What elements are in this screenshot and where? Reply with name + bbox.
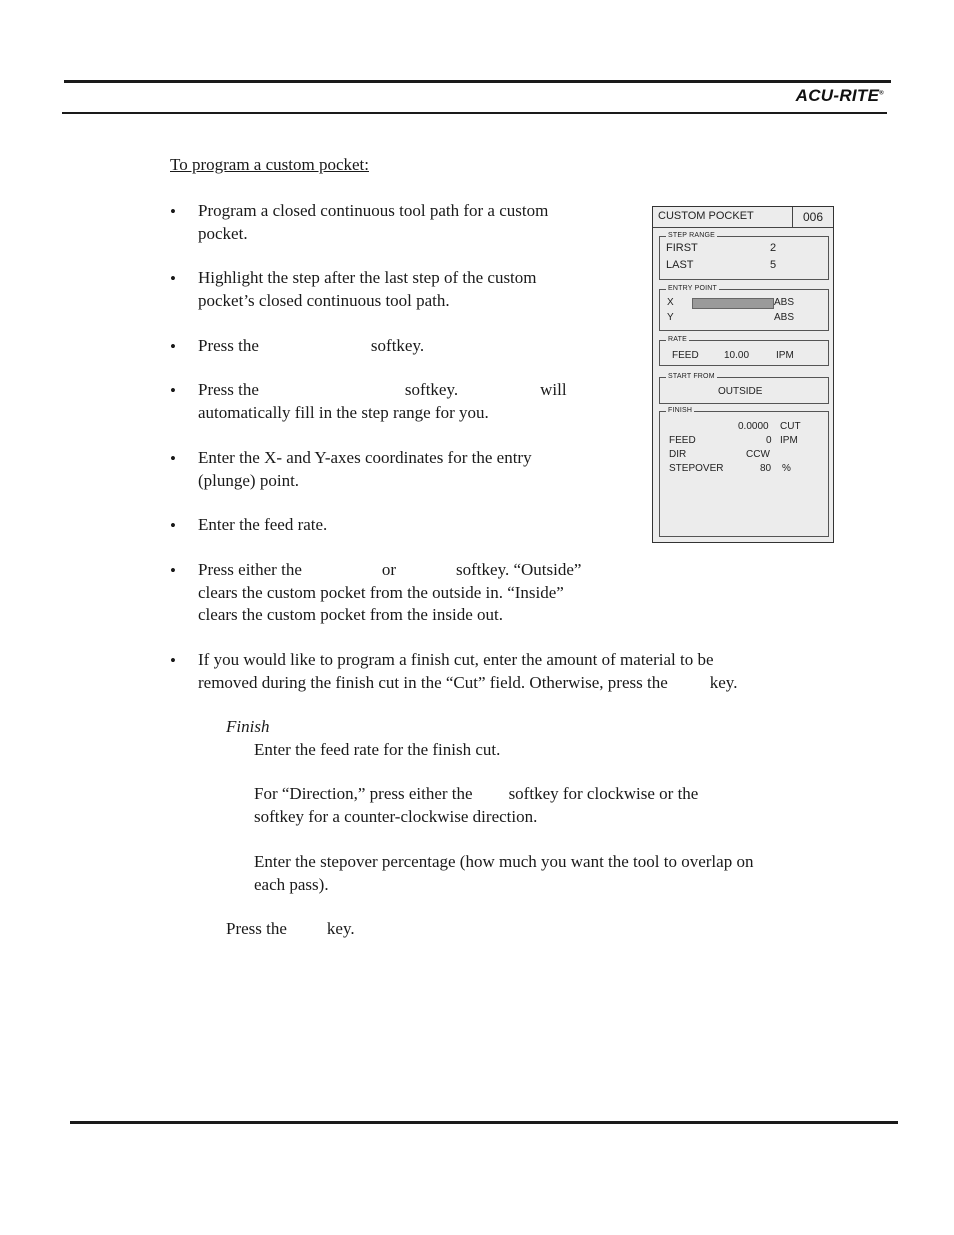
- bottom-rule: [70, 1121, 898, 1124]
- step-range-group: [659, 232, 829, 280]
- start-from-label: START FROM: [668, 373, 715, 380]
- bullet-8: If you would like to program a finish cut, enter the amount of material to be removed during the finish cut in the “Cut” field. Otherwise, press the key.: [198, 650, 738, 692]
- bullet-5: Enter the X- and Y-axes coordinates for the entry (plunge) point.: [198, 448, 532, 490]
- start-from-value[interactable]: OUTSIDE: [718, 386, 763, 397]
- bullet-1-marker: •: [170, 202, 176, 221]
- finish-cut-label: CUT: [780, 421, 801, 432]
- screen-title: CUSTOM POCKET: [658, 210, 754, 222]
- finish-stepover-value[interactable]: 80: [760, 463, 772, 474]
- finish-feed-value[interactable]: 0: [766, 435, 772, 446]
- custom-pocket-screen: [652, 206, 834, 543]
- last-label: LAST: [666, 259, 694, 271]
- bullet-3-marker: •: [170, 337, 176, 356]
- entry-point-label: ENTRY POINT: [668, 285, 718, 292]
- entry-point-group: [659, 285, 829, 331]
- finish-dir-label: DIR: [669, 449, 687, 460]
- bullet-6-marker: •: [170, 516, 176, 535]
- first-value[interactable]: 2: [770, 242, 777, 254]
- finish-label: FINISH: [668, 407, 693, 414]
- finish-feed-unit: IPM: [780, 435, 798, 446]
- finish-step-feed: Enter the feed rate for the finish cut.: [254, 740, 501, 759]
- rate-unit: IPM: [776, 350, 794, 361]
- first-label: FIRST: [666, 242, 698, 254]
- bullet-1: Program a closed continuous tool path for a custom pocket.: [198, 201, 549, 243]
- entry-y-label: Y: [667, 312, 674, 323]
- step-number-box: 006: [792, 207, 833, 227]
- finish-stepover-label: STEPOVER: [669, 463, 724, 474]
- rate-label: RATE: [668, 336, 687, 343]
- bullet-4: Press the softkey. will automatically fill in the step range for you.: [198, 380, 567, 422]
- finish-step-direction: For “Direction,” press either the softkey for clockwise or the softkey for a counter-clockwise direction.: [254, 784, 699, 826]
- acu-rite-logo: ACU-RITE®: [795, 86, 884, 105]
- entry-x-unit: ABS: [774, 297, 795, 308]
- bullet-6: Enter the feed rate.: [198, 515, 328, 534]
- finish-step-stepover: Enter the stepover percentage (how much you want the tool to overlap on each pass).: [254, 852, 754, 894]
- bullet-7: Press either the or softkey. “Outside” clears the custom pocket from the outside in. “Inside” clears the custom pocket from the inside out.: [198, 560, 582, 624]
- bullet-2-marker: •: [170, 269, 176, 288]
- bullet-5-marker: •: [170, 449, 176, 468]
- final-step: Press the key.: [226, 919, 355, 938]
- bullet-4-marker: •: [170, 381, 176, 400]
- bullet-2: Highlight the step after the last step of the custom pocket’s closed continuous tool path.: [198, 268, 537, 310]
- rate-group: [659, 336, 829, 366]
- rate-feed-label: FEED: [672, 350, 699, 361]
- entry-x-field[interactable]: [692, 298, 774, 309]
- entry-x-label: X: [667, 297, 674, 308]
- finish-stepover-unit: %: [782, 463, 791, 474]
- start-from-group: [659, 373, 829, 404]
- finish-dir-value[interactable]: CCW: [746, 449, 770, 460]
- top-rule: [64, 80, 891, 83]
- last-value[interactable]: 5: [770, 259, 777, 271]
- entry-y-unit: ABS: [774, 312, 795, 323]
- screen-header: [653, 207, 833, 228]
- rate-feed-value[interactable]: 10.00: [724, 350, 750, 361]
- finish-subheading: Finish: [226, 717, 270, 736]
- finish-group: [659, 407, 829, 537]
- finish-feed-label: FEED: [669, 435, 696, 446]
- section-intro: To program a custom pocket:: [170, 155, 369, 174]
- bullet-3: Press the softkey.: [198, 336, 425, 355]
- step-range-label: STEP RANGE: [668, 232, 715, 239]
- header-underline: [62, 112, 887, 114]
- finish-cut-value[interactable]: 0.0000: [738, 421, 769, 432]
- bullet-7-marker: •: [170, 561, 176, 580]
- bullet-8-marker: •: [170, 651, 176, 670]
